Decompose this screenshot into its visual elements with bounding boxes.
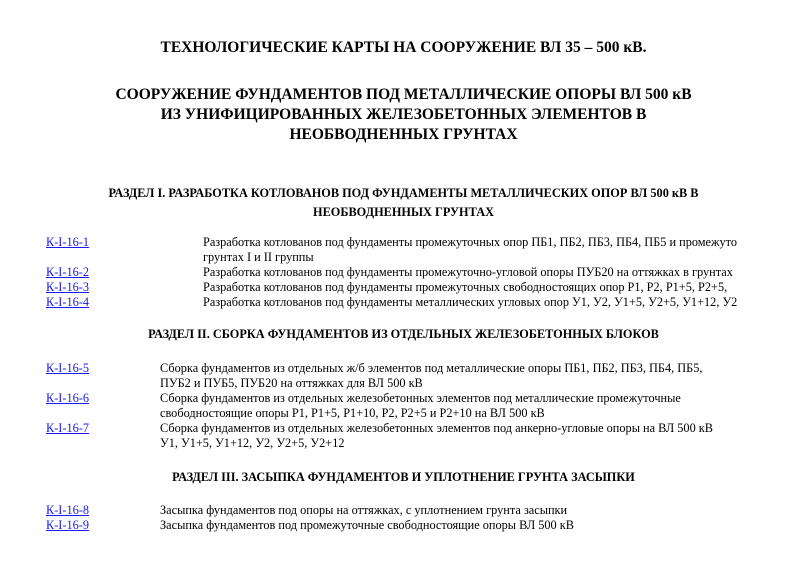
document-subtitle bbox=[0, 85, 807, 145]
card-link-k-i-16-1[interactable]: К-I-16-1 bbox=[46, 235, 90, 249]
card-description bbox=[160, 421, 780, 451]
section-heading-line: РАЗДЕЛ II. СБОРКА ФУНДАМЕНТОВ ИЗ ОТДЕЛЬНЫХ ЖЕЛЕЗОБЕТОННЫХ БЛОКОВ bbox=[148, 327, 659, 341]
section-heading-3 bbox=[0, 470, 807, 485]
card-description bbox=[203, 235, 775, 265]
description-line: Сборка фундаментов из отдельных железобетонных элементов под анкерно-угловые опоры на ВЛ 500 кВ bbox=[160, 421, 713, 435]
description-line: Засыпка фундаментов под промежуточные свободностоящие опоры ВЛ 500 кВ bbox=[160, 518, 574, 532]
card-link-k-i-16-8[interactable]: К-I-16-8 bbox=[46, 503, 90, 517]
description-line: У1, У1+5, У1+12, У2, У2+5, У2+12 bbox=[160, 436, 345, 450]
section-heading-line: НЕОБВОДНЕННЫХ ГРУНТАХ bbox=[313, 205, 494, 219]
card-description bbox=[160, 361, 780, 391]
card-description bbox=[203, 280, 775, 295]
card-link-k-i-16-7[interactable]: К-I-16-7 bbox=[46, 421, 90, 435]
card-link-k-i-16-9[interactable]: К-I-16-9 bbox=[46, 518, 90, 532]
card-description bbox=[203, 295, 775, 310]
subtitle-line: СООРУЖЕНИЕ ФУНДАМЕНТОВ ПОД МЕТАЛЛИЧЕСКИЕ ОПОРЫ ВЛ 500 кВ bbox=[115, 86, 692, 103]
description-line: ПУБ2 и ПУБ5, ПУБ20 на оттяжках для ВЛ 500 кВ bbox=[160, 376, 423, 390]
document-title: ТЕХНОЛОГИЧЕСКИЕ КАРТЫ НА СООРУЖЕНИЕ ВЛ 35 – 500 кВ. bbox=[160, 39, 647, 56]
card-description bbox=[160, 518, 780, 533]
description-line: Разработка котлованов под фундаменты промежуточных опор ПБ1, ПБ2, ПБ3, ПБ4, ПБ5 и промежуто bbox=[203, 235, 738, 249]
subtitle-line: ИЗ УНИФИЦИРОВАННЫХ ЖЕЛЕЗОБЕТОННЫХ ЭЛЕМЕНТОВ В bbox=[160, 106, 647, 123]
description-line: Сборка фундаментов из отдельных ж/б элементов под металлические опоры ПБ1, ПБ2, ПБ3, ПБ4, ПБ5, bbox=[160, 361, 703, 375]
description-line: Сборка фундаментов из отдельных железобетонных элементов под металлические промежуточные bbox=[160, 391, 681, 405]
section-heading-1 bbox=[0, 184, 807, 222]
section-heading-2 bbox=[0, 327, 807, 342]
description-line: грунтах I и II группы bbox=[203, 250, 314, 264]
card-description bbox=[160, 503, 780, 518]
description-line: Разработка котлованов под фундаменты металлических угловых опор У1, У2, У1+5, У2+5, У1+12, У2 bbox=[203, 295, 738, 309]
description-line: Разработка котлованов под фундаменты промежуточно-угловой опоры ПУБ20 на оттяжках в грунтах bbox=[203, 265, 733, 279]
description-line: свободностоящие опоры Р1, Р1+5, Р1+10, Р2, Р2+5 и Р2+10 на ВЛ 500 кВ bbox=[160, 406, 545, 420]
card-link-k-i-16-2[interactable]: К-I-16-2 bbox=[46, 265, 90, 279]
card-description bbox=[160, 391, 780, 421]
card-link-k-i-16-6[interactable]: К-I-16-6 bbox=[46, 391, 90, 405]
subtitle-line: НЕОБВОДНЕННЫХ ГРУНТАХ bbox=[289, 126, 518, 143]
card-link-k-i-16-3[interactable]: К-I-16-3 bbox=[46, 280, 90, 294]
section-heading-line: РАЗДЕЛ I. РАЗРАБОТКА КОТЛОВАНОВ ПОД ФУНДАМЕНТЫ МЕТАЛЛИЧЕСКИХ ОПОР ВЛ 500 кВ В bbox=[108, 186, 699, 200]
card-description bbox=[203, 265, 775, 280]
description-line: Разработка котлованов под фундаменты промежуточных свободностоящих опор Р1, Р2, Р1+5, Р2+5, bbox=[203, 280, 728, 294]
card-link-k-i-16-5[interactable]: К-I-16-5 bbox=[46, 361, 90, 375]
section-heading-line: РАЗДЕЛ III. ЗАСЫПКА ФУНДАМЕНТОВ И УПЛОТНЕНИЕ ГРУНТА ЗАСЫПКИ bbox=[172, 470, 635, 484]
description-line: Засыпка фундаментов под опоры на оттяжках, с уплотнением грунта засыпки bbox=[160, 503, 568, 517]
card-link-k-i-16-4[interactable]: К-I-16-4 bbox=[46, 295, 90, 309]
